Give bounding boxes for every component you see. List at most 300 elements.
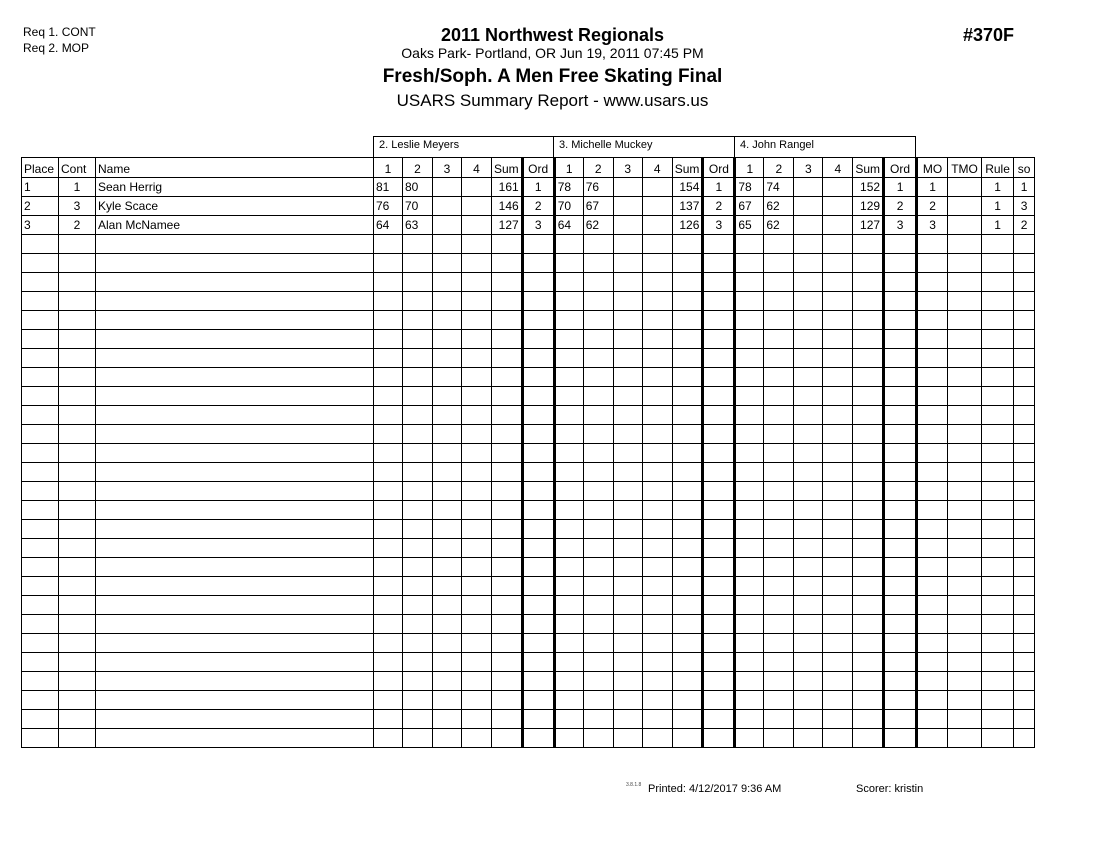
table-row [22,577,1035,596]
judge-3-score-cell [853,330,884,349]
judge-1-score-cell [522,539,554,558]
judge-2-score-cell [672,615,703,634]
judge-1-score-cell [403,653,433,672]
judge-2-score-cell [672,425,703,444]
cont-cell [59,463,96,482]
rule-cell [982,691,1014,710]
judge-1-score-cell [374,482,403,501]
judge-3-score-cell [735,273,764,292]
judge-1-score-cell [374,539,403,558]
judge-1-score-cell: 3 [522,216,554,235]
tmo-cell [948,710,982,729]
judge-1-score-cell: 76 [374,197,403,216]
table-row [22,520,1035,539]
tmo-cell [948,729,982,748]
judge-3-score-cell [794,710,823,729]
judge-3-score-cell [853,311,884,330]
judge-2-score-cell [554,482,583,501]
judge-1-score-cell: 63 [403,216,433,235]
judge-2-score-cell [672,368,703,387]
place-cell [22,520,59,539]
rule-cell [982,425,1014,444]
judge-2-score-cell [613,691,642,710]
judge-3-score-cell [735,596,764,615]
judge-3-score-cell [735,349,764,368]
place-cell [22,425,59,444]
rule-cell [982,672,1014,691]
cont-cell: 2 [59,216,96,235]
judge-3-score-cell [735,406,764,425]
judge-1-score-cell [522,349,554,368]
judge-1-score-cell [374,235,403,254]
cont-cell: 3 [59,197,96,216]
judge-3-score-cell: 127 [853,216,884,235]
place-cell [22,463,59,482]
judge-1-score-cell [522,482,554,501]
rule-cell [982,596,1014,615]
cont-cell [59,710,96,729]
judge-2-score-cell [703,444,735,463]
place-cell [22,444,59,463]
mo-cell [917,672,948,691]
name-cell [96,368,374,387]
judge-1-score-cell: 80 [403,178,433,197]
judge-3-score-cell [764,558,794,577]
judge-name: 3. Michelle Muckey [553,136,735,157]
judge-1-score-cell [374,710,403,729]
judge-1-score-cell [433,653,462,672]
cont-cell [59,501,96,520]
judge-3-score-cell [794,729,823,748]
rule-cell [982,653,1014,672]
judge-2-score-cell [613,615,642,634]
place-cell [22,349,59,368]
judge-2-score-cell [583,634,613,653]
judge-2-score-cell [642,273,672,292]
judge-3-score-cell [884,539,917,558]
judge-1-score-cell [522,406,554,425]
judge-3-score-cell [823,273,853,292]
cont-cell [59,444,96,463]
name-cell [96,330,374,349]
judge-2-score-cell [583,596,613,615]
judge-2-score-cell [613,596,642,615]
requirement-2: Req 2. MOP [23,41,90,55]
judge-3-score-cell [823,729,853,748]
place-cell [22,615,59,634]
judge-2-score-cell [642,311,672,330]
judge-1-score-cell [462,235,492,254]
judge-3-score-cell [735,463,764,482]
judge-3-score-cell [884,501,917,520]
tmo-cell [948,254,982,273]
judge-3-score-cell [884,368,917,387]
so-cell [1014,349,1035,368]
judge-3-score-cell [853,463,884,482]
judge-2-score-cell [554,539,583,558]
place-cell [22,387,59,406]
judge-1-score-cell [522,634,554,653]
judge-2-score-cell [583,615,613,634]
judge-3-score-cell [853,729,884,748]
judge-3-score-cell: 62 [764,216,794,235]
mo-cell [917,406,948,425]
judge-1-score-cell: 161 [492,178,523,197]
judge-2-score-cell [703,368,735,387]
place-cell [22,691,59,710]
name-cell [96,691,374,710]
cont-cell [59,273,96,292]
judge-1-score-cell [374,501,403,520]
judge-1-score-cell [462,539,492,558]
judge-3-score-cell [735,672,764,691]
judge-3-score-cell [764,596,794,615]
judge-1-score-cell [374,558,403,577]
rule-cell [982,387,1014,406]
judge-2-score-cell [613,501,642,520]
judge-2-score-cell [642,501,672,520]
judge-2-score-cell [703,558,735,577]
judge-2-score-cell [554,691,583,710]
judge-1-score-cell [374,273,403,292]
judge-2-score-cell [672,349,703,368]
judge-3-score-cell [823,197,853,216]
judge-2-score-cell [554,349,583,368]
judge-1-score-cell [462,444,492,463]
table-row [22,235,1035,254]
judge-3-score-cell [735,482,764,501]
table-row [22,311,1035,330]
judge-2-score-cell [613,178,642,197]
name-cell [96,349,374,368]
judge-2-score-cell [642,691,672,710]
rule-cell: 1 [982,197,1014,216]
name-cell [96,501,374,520]
judge-1-score-cell [492,368,523,387]
judge-1-score-cell [462,197,492,216]
mo-cell [917,653,948,672]
judge-2-score-cell [642,482,672,501]
table-row [22,463,1035,482]
judge-2-score-cell [613,539,642,558]
judge-3-score-cell [764,482,794,501]
judge-2-score-cell [583,368,613,387]
judge-3-score-cell [823,463,853,482]
tmo-cell [948,292,982,311]
judge-2-score-cell [554,577,583,596]
so-cell [1014,425,1035,444]
judge-2-score-cell [672,292,703,311]
judge-2-score-cell [613,482,642,501]
judge-2-score-cell [554,330,583,349]
judge-3-score-cell [853,501,884,520]
judge-1-score-cell [403,235,433,254]
judge-3-score-cell [794,216,823,235]
judge-1-score-cell [522,577,554,596]
scorer: Scorer: kristin [856,783,924,795]
judge-3-score-cell [794,197,823,216]
cont-cell [59,425,96,444]
header-j2-ord: Ord [703,158,735,178]
judge-2-score-cell [583,425,613,444]
judge-2-score-cell [703,596,735,615]
judge-1-score-cell [462,178,492,197]
rule-cell [982,729,1014,748]
table-row [22,368,1035,387]
judge-2-score-cell [703,482,735,501]
judge-3-score-cell [884,425,917,444]
table-row [22,539,1035,558]
judge-2-score-cell [554,634,583,653]
judge-3-score-cell [884,330,917,349]
judge-2-score-cell [613,349,642,368]
table-row [22,444,1035,463]
judge-3-score-cell [823,368,853,387]
judge-3-score-cell [853,444,884,463]
judge-2-score-cell [703,520,735,539]
judge-3-score-cell [764,292,794,311]
judge-3-score-cell [735,330,764,349]
judge-1-score-cell [462,292,492,311]
judge-2-score-cell [672,520,703,539]
mo-cell [917,330,948,349]
judge-3-score-cell [735,558,764,577]
judge-2-score-cell [672,501,703,520]
table-row [22,691,1035,710]
judge-3-score-cell [794,254,823,273]
judge-2-score-cell [613,463,642,482]
judge-3-score-cell [794,520,823,539]
header-j1-3: 3 [433,158,462,178]
judge-1-score-cell [403,425,433,444]
judge-2-score-cell [583,710,613,729]
requirement-1: Req 1. CONT [23,25,96,39]
tmo-cell [948,311,982,330]
judge-2-score-cell [554,235,583,254]
mo-cell: 1 [917,178,948,197]
judge-1-score-cell [492,672,523,691]
judge-3-score-cell [884,729,917,748]
name-cell [96,520,374,539]
judge-3-score-cell [735,577,764,596]
judge-3-score-cell [884,387,917,406]
judge-3-score-cell: 129 [853,197,884,216]
table-row [22,197,1035,216]
judge-3-score-cell [764,368,794,387]
rule-cell [982,463,1014,482]
judge-2-score-cell: 64 [554,216,583,235]
judge-2-score-cell [642,444,672,463]
judge-1-score-cell [492,463,523,482]
judge-3-score-cell [794,425,823,444]
table-row [22,406,1035,425]
judge-1-score-cell [374,615,403,634]
judge-2-score-cell [583,558,613,577]
judge-2-score-cell [554,729,583,748]
mo-cell [917,235,948,254]
mo-cell: 3 [917,216,948,235]
judge-2-score-cell [583,387,613,406]
judge-3-score-cell [853,615,884,634]
rule-cell [982,577,1014,596]
cont-cell [59,634,96,653]
so-cell [1014,463,1035,482]
judge-3-score-cell [794,235,823,254]
judge-1-score-cell [374,330,403,349]
judge-1-score-cell [522,444,554,463]
judge-2-score-cell [642,634,672,653]
judge-2-score-cell [613,197,642,216]
mo-cell [917,710,948,729]
judge-3-score-cell [884,482,917,501]
venue-date: Oaks Park- Portland, OR Jun 19, 2011 07:45 PM [401,45,704,61]
judge-2-score-cell [613,273,642,292]
judge-2-score-cell [672,254,703,273]
place-cell [22,577,59,596]
cont-cell [59,672,96,691]
cont-cell [59,482,96,501]
name-cell [96,425,374,444]
judge-2-score-cell [642,368,672,387]
judge-3-score-cell [794,406,823,425]
judge-3-score-cell [764,539,794,558]
judge-2-score-cell [554,406,583,425]
judge-1-score-cell [433,444,462,463]
so-cell [1014,558,1035,577]
judge-3-score-cell [794,634,823,653]
judge-3-score-cell [853,520,884,539]
rule-cell [982,292,1014,311]
judge-1-score-cell [492,501,523,520]
judge-1-score-cell [433,292,462,311]
judge-1-score-cell [433,368,462,387]
tmo-cell [948,368,982,387]
judge-2-score-cell [583,520,613,539]
judge-2-score-cell [672,444,703,463]
judge-3-score-cell [853,577,884,596]
judge-3-score-cell [735,501,764,520]
judge-3-score-cell [823,653,853,672]
judge-3-score-cell [853,596,884,615]
place-cell: 1 [22,178,59,197]
judge-2-score-cell [613,729,642,748]
judge-1-score-cell [374,596,403,615]
mo-cell: 2 [917,197,948,216]
judge-3-score-cell [884,558,917,577]
judge-1-score-cell [403,672,433,691]
judge-1-score-cell [374,577,403,596]
judge-3-score-cell [823,444,853,463]
judge-1-score-cell [403,691,433,710]
so-cell [1014,710,1035,729]
judge-1-score-cell [462,387,492,406]
judge-2-score-cell [703,387,735,406]
judge-2-score-cell [613,672,642,691]
judge-2-score-cell [613,710,642,729]
rule-cell: 1 [982,178,1014,197]
judge-1-score-cell [374,368,403,387]
table-row [22,330,1035,349]
header-j1-1: 1 [374,158,403,178]
cont-cell [59,539,96,558]
judge-2-score-cell [703,729,735,748]
tmo-cell [948,558,982,577]
table-row [22,178,1035,197]
header-j3-sum: Sum [853,158,884,178]
header-j2-3: 3 [613,158,642,178]
header-j2-sum: Sum [672,158,703,178]
judge-1-score-cell [462,520,492,539]
judge-1-score-cell [492,710,523,729]
judge-2-score-cell [642,235,672,254]
tmo-cell [948,482,982,501]
table-row [22,482,1035,501]
judge-2-score-cell [613,634,642,653]
rule-cell [982,368,1014,387]
mo-cell [917,558,948,577]
judge-3-score-cell [884,710,917,729]
judge-3-score-cell [823,634,853,653]
judge-1-score-cell [522,330,554,349]
judge-3-score-cell [794,615,823,634]
name-cell [96,634,374,653]
judge-2-score-cell: 126 [672,216,703,235]
judge-3-score-cell [764,387,794,406]
mo-cell [917,292,948,311]
judge-3-score-cell [764,254,794,273]
judge-1-score-cell [433,330,462,349]
table-row [22,653,1035,672]
judge-1-score-cell [462,615,492,634]
judge-3-score-cell [884,577,917,596]
header-tmo: TMO [948,158,982,178]
judge-1-score-cell: 64 [374,216,403,235]
judge-2-score-cell [703,292,735,311]
judge-1-score-cell [462,691,492,710]
judge-2-score-cell [642,653,672,672]
judge-1-score-cell [462,596,492,615]
judge-1-score-cell [492,425,523,444]
judge-1-score-cell [403,330,433,349]
judge-2-score-cell [642,710,672,729]
mo-cell [917,539,948,558]
judge-2-score-cell: 154 [672,178,703,197]
judge-1-score-cell [522,292,554,311]
judge-1-score-cell [374,292,403,311]
judge-2-score-cell [642,729,672,748]
judge-2-score-cell [583,653,613,672]
judge-3-score-cell [823,235,853,254]
judge-2-score-cell [613,311,642,330]
judge-3-score-cell [735,425,764,444]
so-cell [1014,330,1035,349]
cont-cell [59,691,96,710]
judge-3-score-cell [823,349,853,368]
judge-3-score-cell [884,463,917,482]
cont-cell [59,368,96,387]
judge-1-score-cell [492,634,523,653]
judge-3-score-cell [764,501,794,520]
judge-1-score-cell [374,672,403,691]
judge-3-score-cell [853,653,884,672]
so-cell [1014,520,1035,539]
judge-2-score-cell [642,615,672,634]
cont-cell [59,330,96,349]
column-headers [22,158,1035,178]
judge-3-score-cell [764,729,794,748]
judge-2-score-cell [672,330,703,349]
so-cell [1014,577,1035,596]
